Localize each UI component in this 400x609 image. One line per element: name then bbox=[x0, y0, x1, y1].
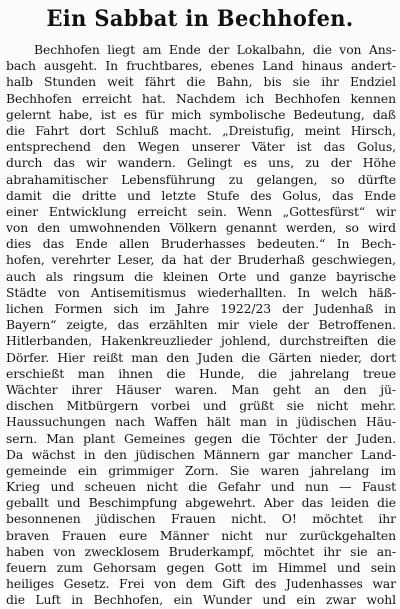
article-line: gelernt habe, ist es für mich symbolische Bedeutung, daß bbox=[6, 106, 396, 122]
article-line: besonnenen jüdischen Frauen nicht. O! möchtet ihr bbox=[6, 511, 396, 527]
article-headline: Ein Sabbat in Bechhofen. bbox=[46, 6, 354, 32]
article-line: Bayern“ zeigte, das erzählten mir viele der Betroffenen. bbox=[6, 317, 396, 333]
article-line: abrahamitischer Lebensführung zu gelangen, so dürfte bbox=[6, 171, 396, 187]
article-line: Da wächst in den jüdischen Männern gar mancher Land- bbox=[6, 446, 396, 462]
article-line: durch das wir wandern. Gelingt es uns, zu der Höhe bbox=[6, 155, 396, 171]
article-line: heiliges Gesetz. Frei von dem Gift des Judenhasses war bbox=[6, 576, 396, 592]
article-line: Bechhofen liegt am Ende der Lokalbahn, die von Ans- bbox=[34, 42, 396, 57]
article-line: dies das Ende allen Bruderhasses bedeuten.“ In Bech- bbox=[6, 236, 396, 252]
article-body bbox=[6, 42, 396, 609]
article-line: gemeinde ein grimmiger Zorn. Sie waren jahrelang im bbox=[6, 462, 396, 478]
article-line: Städte von Antisemitismus wiederhallten. In welch häß- bbox=[6, 284, 396, 300]
article-line: dischen Mitbürgern vorbei und grüßt sie nicht mehr. bbox=[6, 398, 396, 414]
article-line: damit die dritte und letzte Stufe des Golus, das Ende bbox=[6, 187, 396, 203]
article-line: hofen, verehrter Leser, da hat der Bruderhaß geschwiegen, bbox=[6, 252, 396, 268]
article-line: die Luft in Bechhofen, ein Wunder und ein zwar wohl bbox=[6, 592, 396, 608]
article-line: halb Stunden weit fährt die Bahn, bis sie ihr Endziel bbox=[6, 74, 396, 90]
article-line: haben von zwecklosem Bruderkampf, möchtet ihr sie an- bbox=[6, 543, 396, 559]
article-line: braven Frauen eure Männer nicht nur zurückgehalten bbox=[6, 527, 396, 543]
article-line: geballt und Beschimpfung abgewehrt. Aber das leiden die bbox=[6, 495, 396, 511]
article-line: Wächter ihrer Häuser waren. Man geht an den jü- bbox=[6, 381, 396, 397]
article-line: Hitlerbanden, Hakenkreuzlieder johlend, durchstreiften die bbox=[6, 333, 396, 349]
article-line: sern. Man plant Gemeines gegen die Töchter der Juden. bbox=[6, 430, 396, 446]
article-line: erschießt man ihnen die Hunde, die jahrelang treue bbox=[6, 365, 396, 381]
article-line: Dörfer. Hier reißt man den Juden die Gärten nieder, dort bbox=[6, 349, 396, 365]
article-line: Haussuchungen nach Waffen hält man in jüdischen Häu- bbox=[6, 414, 396, 430]
article-line: die Fahrt dort Schluß macht. „Dreistufig, meint Hirsch, bbox=[6, 122, 396, 138]
article-line: feuern zum Gehorsam gegen Gott im Himmel und sein bbox=[6, 560, 396, 575]
article-line: von den umwohnenden Völkern genannt werden, so wird bbox=[6, 220, 396, 236]
article-line: Krieg und scheuen nicht die Gefahr und nun — Faust bbox=[6, 479, 396, 495]
article-line: einer Entwicklung erreicht sein. Wenn „Gottesfürst“ wir bbox=[6, 203, 396, 219]
article-line: bach ausgeht. In fruchtbares, ebenes Land hinaus andert- bbox=[6, 58, 396, 74]
article-line: Bechhofen erreicht hat. Nachdem ich Bechhofen kennen bbox=[6, 90, 396, 106]
article-line: entsprechend den Wegen unserer Väter ist das Golus, bbox=[6, 139, 396, 155]
article-line: lichen Formen sich im Jahre 1922/23 der Judenhaß in bbox=[6, 301, 396, 316]
article-line: auch als ringsum die kleinen Orte und ganze bayrische bbox=[6, 268, 396, 284]
